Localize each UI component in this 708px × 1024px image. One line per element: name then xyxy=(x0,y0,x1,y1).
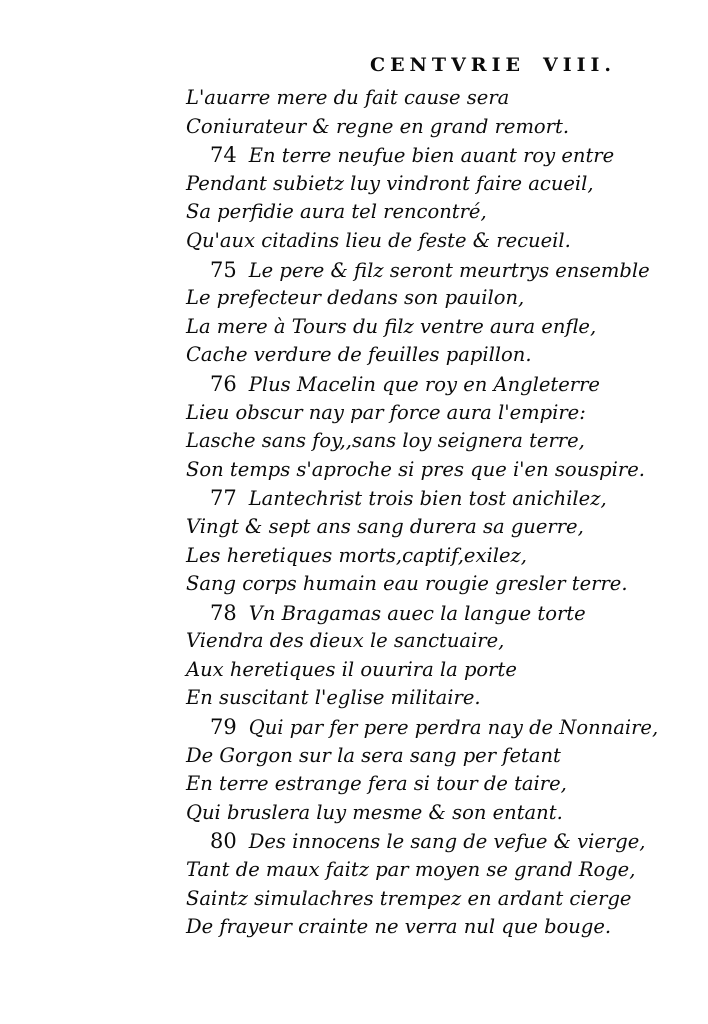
verse-line-first xyxy=(186,141,686,170)
verse-line-text: Vn Bragamas auec la langue torte xyxy=(248,601,586,625)
verse-line: Saintz simulachres trempez en ardant cierge xyxy=(186,886,632,910)
verse-line: En terre estrange fera si tour de taire, xyxy=(186,772,567,796)
quatrain-76 xyxy=(186,370,686,484)
verse-line-text: Des innocens le sang de vefue & vierge, xyxy=(248,830,646,854)
quatrain-number: 79 xyxy=(210,715,237,740)
quatrain-77 xyxy=(186,484,686,598)
verse-line: Sa perfidie aura tel rencontré, xyxy=(186,200,487,224)
running-head-title: CENTVRIE xyxy=(369,54,525,76)
quatrain-78 xyxy=(186,599,686,713)
verse-text xyxy=(186,84,686,942)
quatrain-number: 75 xyxy=(210,257,237,282)
verse-line-text: Lantechrist trois bien tost anichilez, xyxy=(248,487,607,511)
verse-line: Pendant subietz luy vindront faire acueil, xyxy=(186,171,594,195)
verse-line: Sang corps humain eau rougie gresler terre. xyxy=(186,572,628,596)
verse-line: Lieu obscur nay par force aura l'empire: xyxy=(186,400,586,424)
verse-line: Qu'aux citadins lieu de feste & recueil. xyxy=(186,228,571,252)
verse-line: Les heretiques morts,captif,exilez, xyxy=(186,543,527,567)
verse-line: Vingt & sept ans sang durera sa guerre, xyxy=(186,514,584,538)
quatrain-79 xyxy=(186,713,686,827)
verse-line-text: Plus Macelin que roy en Angleterre xyxy=(248,372,600,396)
verse-line: L'auarre mere du fait cause sera xyxy=(186,86,510,109)
verse-line-first xyxy=(186,827,686,856)
quatrain-number: 77 xyxy=(210,486,237,511)
verse-line: Le prefecteur dedans son pauilon, xyxy=(186,286,525,310)
verse-line: Lasche sans foy,,sans loy seignera terre, xyxy=(186,429,585,453)
quatrain-80 xyxy=(186,827,686,941)
verse-line-text: Le pere & filz seront meurtrys ensemble xyxy=(248,258,650,282)
quatrain-number: 80 xyxy=(210,829,237,854)
quatrain-number: 76 xyxy=(210,371,237,396)
verse-line: Coniurateur & regne en grand remort. xyxy=(186,114,570,138)
verse-line: En suscitant l'eglise militaire. xyxy=(186,686,481,710)
verse-line: Son temps s'aproche si pres que i'en souspire. xyxy=(186,457,645,481)
verse-line: Viendra des dieux le sanctuaire, xyxy=(186,629,505,653)
verse-line: De Gorgon sur la sera sang per fetant xyxy=(186,743,561,767)
verse-line-first xyxy=(186,599,686,628)
quatrain-number: 78 xyxy=(210,600,237,625)
verse-line-first xyxy=(186,370,686,399)
verse-line: Qui bruslera luy mesme & son entant. xyxy=(186,800,563,824)
verse-line-first xyxy=(186,484,686,513)
verse-line: De frayeur crainte ne verra nul que bouge. xyxy=(186,915,612,939)
verse-line: Aux heretiques il ouurira la porte xyxy=(186,657,517,681)
verse-line: Tant de maux faitz par moyen se grand Roge, xyxy=(186,858,636,882)
quatrain-74 xyxy=(186,141,686,255)
verse-line-text: Qui par fer pere perdra nay de Nonnaire, xyxy=(248,716,659,740)
verse-line-first xyxy=(186,256,686,285)
running-head xyxy=(370,54,616,76)
running-head-number: VIII. xyxy=(542,54,616,76)
verse-line-text: En terre neufue bien auant roy entre xyxy=(248,144,615,168)
verse-line: La mere à Tours du filz ventre aura enfle, xyxy=(186,314,597,338)
quatrain-75 xyxy=(186,256,686,370)
verse-line: Cache verdure de feuilles papillon. xyxy=(186,343,532,367)
quatrain-number: 74 xyxy=(210,143,237,168)
verse-line-first xyxy=(186,713,686,742)
